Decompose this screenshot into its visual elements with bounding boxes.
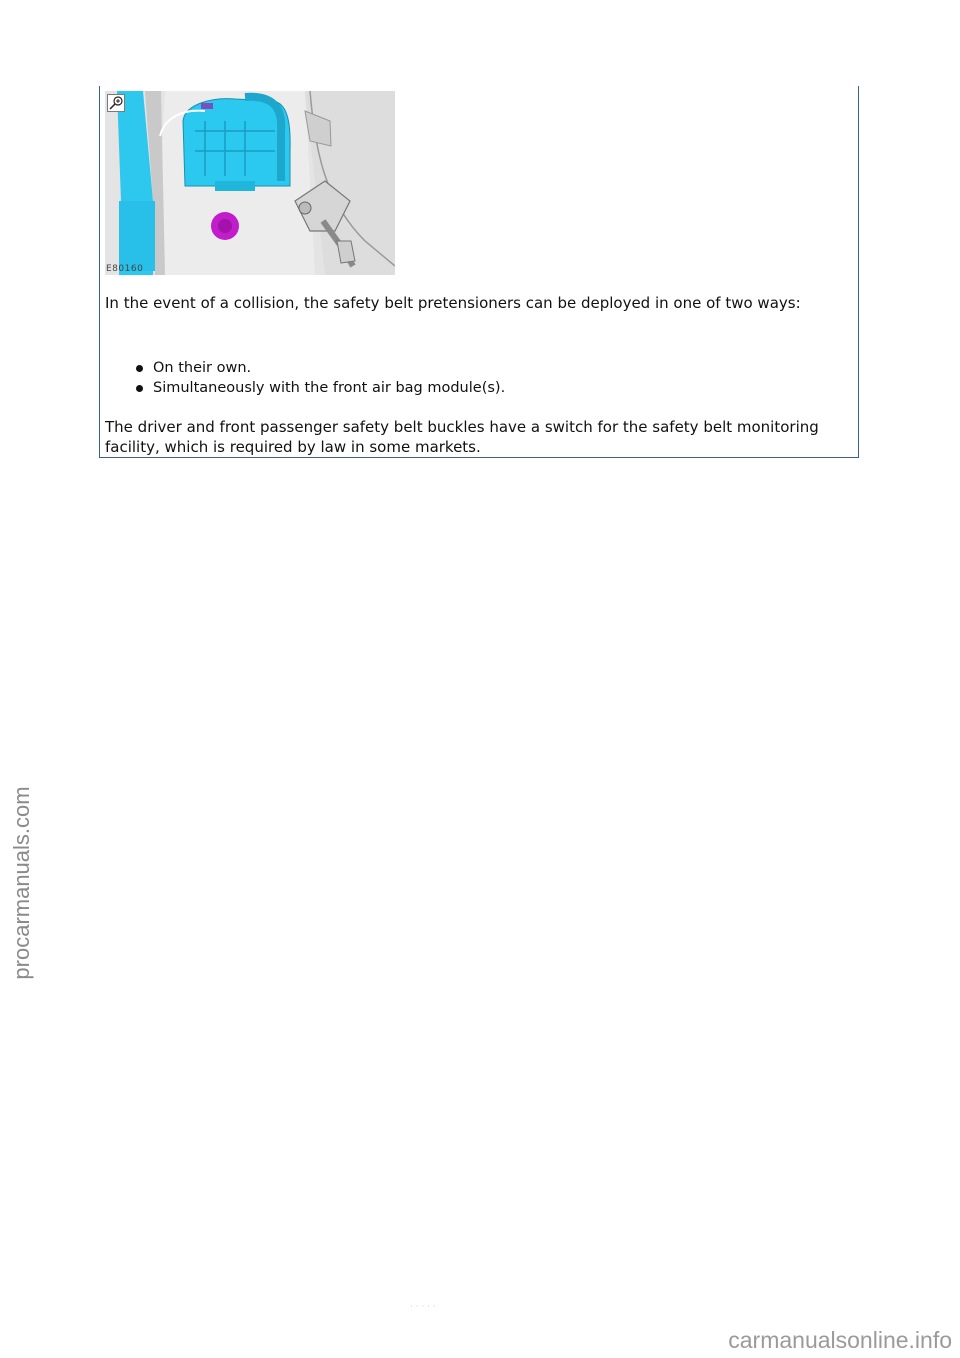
page-number: · · · · · (410, 1302, 436, 1312)
figure-code: E80160 (106, 264, 144, 274)
side-watermark (2, 775, 42, 990)
side-watermark-text: procarmanuals.com (9, 785, 34, 980)
zoom-in-icon[interactable] (107, 94, 125, 112)
deployment-list (135, 358, 505, 398)
list-item (135, 358, 505, 378)
list-item-text: On their own. (153, 360, 252, 376)
bullet-icon (136, 385, 143, 392)
component-illustration[interactable] (105, 91, 395, 275)
footer-watermark: carmanualsonline.info (728, 1327, 952, 1353)
list-item-text: Simultaneously with the front air bag module(s). (153, 380, 506, 396)
content-box (99, 86, 859, 458)
closing-paragraph: The driver and front passenger safety belt buckles have a switch for the safety belt monitoring facility, which is required by law in some markets. (105, 418, 819, 456)
list-item (135, 378, 505, 398)
illustration-graphic (105, 91, 395, 275)
bullet-icon (136, 365, 143, 372)
intro-paragraph: In the event of a collision, the safety belt pretensioners can be deployed in one of two ways: (105, 294, 801, 312)
